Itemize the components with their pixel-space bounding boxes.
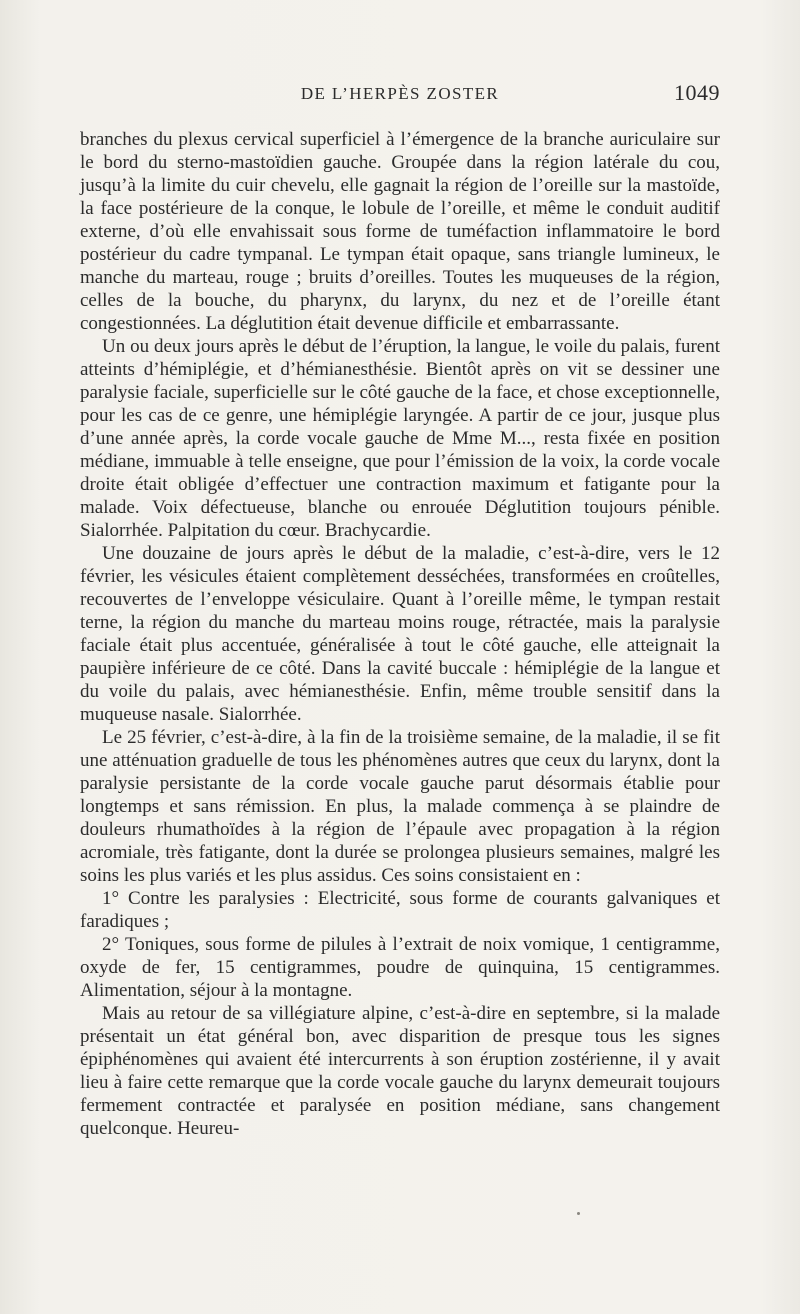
paragraph: Un ou deux jours après le début de l’éruption, la langue, le voile du palais, furent atteints d’hémiplégie, et d’hémianesthésie. Bientôt après on vit se dessiner une paralysie faciale, superficielle sur le côté gauche de la face, et chose exceptionnelle, pour les cas de ce genre, une hémiplégie laryngée. A partir de ce jour, jusque plus d’une année après, la corde vocale gauche de Mme M..., resta fixée en position médiane, immuable à telle enseigne, que pour l’émission de la voix, la corde vocale droite était obligée d’effectuer une contraction maximum et fatigante pour la malade. Voix défectueuse, blanche ou enrouée Déglutition toujours pénible. Sialorrhée. Palpitation du cœur. Brachycardie. xyxy=(80,336,720,541)
paragraph: 2° Toniques, sous forme de pilules à l’extrait de noix vomique, 1 centigramme, oxyde de fer, 15 centigrammes, poudre de quinquina, 15 centigrammes. Alimentation, séjour à la montagne. xyxy=(80,934,720,1001)
running-title: DE L’HERPÈS ZOSTER xyxy=(300,84,500,103)
body-text xyxy=(80,128,720,1140)
paragraph: branches du plexus cervical superficiel à l’émergence de la branche auriculaire sur le bord du sterno-mastoïdien gauche. Groupée dans la région latérale du cou, jusqu’à la limite du cuir chevelu, elle gagnait la région de l’oreille sur la mastoïde, la face postérieure de la conque, le lobule de l’oreille, et même le conduit auditif externe, d’où elle envahissait sous forme de tuméfaction inflammatoire le bord postérieur du cadre tympanal. Le tympan était opaque, sans triangle lumineux, le manche du marteau, rouge ; bruits d’oreilles. Toutes les muqueuses de la région, celles de la bouche, du pharynx, du larynx, du nez et de l’oreille étant congestionnées. La déglutition était devenue difficile et embarrassante. xyxy=(80,129,720,334)
paragraph: Mais au retour de sa villégiature alpine, c’est-à-dire en septembre, si la malade présentait un état général bon, avec disparition de presque tous les signes épiphénomènes qui avaient été intercurrents à son éruption zostérienne, il y avait lieu à faire cette remarque que la corde vocale gauche du larynx demeurait toujours fermement contractée et paralysée en position médiane, sans changement quelconque. Heureu- xyxy=(80,1003,720,1139)
paragraph: Le 25 février, c’est-à-dire, à la fin de la troisième semaine, de la maladie, il se fit une atténuation graduelle de tous les phénomènes autres que ceux du larynx, dont la paralysie persistante de la corde vocale gauche parut désormais établie pour longtemps et sans rémission. En plus, la malade commença à se plaindre de douleurs rhumathoïdes à la région de l’épaule avec propagation à la région acromiale, très fatigante, dont la durée se prolongea plusieurs semaines, malgré les soins les plus variés et les plus assidus. Ces soins consistaient en : xyxy=(80,727,720,886)
paper-speck xyxy=(577,1212,580,1215)
paragraph: Une douzaine de jours après le début de la maladie, c’est-à-dire, vers le 12 février, les vésicules étaient complètement desséchées, transformées en croûtelles, recouvertes de l’enveloppe vésiculaire. Quant à l’oreille même, le tympan restait terne, la région du manche du marteau moins rouge, rétractée, mais la paralysie faciale était plus accentuée, généralisée à tout le côté gauche, elle atteignait la paupière inférieure de ce côté. Dans la cavité buccale : hémiplégie de la langue et du voile du palais, avec hémianesthésie. Enfin, même trouble sensitif dans la muqueuse nasale. Sialorrhée. xyxy=(80,543,720,725)
page-number: 1049 xyxy=(674,80,720,105)
page-header xyxy=(80,80,720,116)
paragraph: 1° Contre les paralysies : Electricité, sous forme de courants galvaniques et faradiques ; xyxy=(80,888,720,932)
